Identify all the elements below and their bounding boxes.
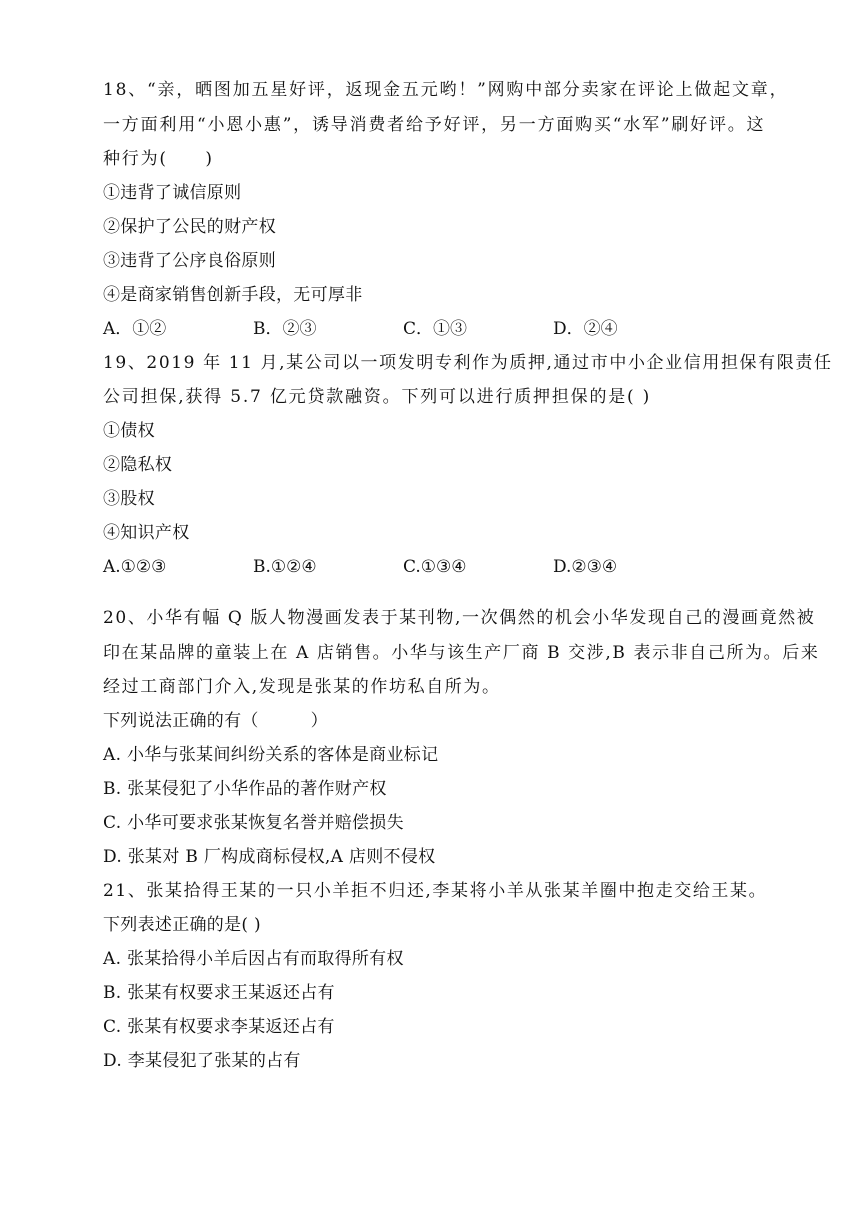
q19-item-4: ④知识产权 (103, 523, 190, 543)
q18-choice-a: A．①② (103, 319, 167, 339)
q20-stem-line-2: 印在某品牌的童装上在 A 店销售。小华与该生产厂商 B 交涉,B 表示非自己所为。后来 (103, 643, 820, 663)
q20-option-c: C. 小华可要求张某恢复名誉并赔偿损失 (103, 813, 404, 833)
q18-item-3: ③违背了公序良俗原则 (103, 251, 276, 271)
q18-choice-d: D．②④ (553, 319, 618, 339)
q19-item-3: ③股权 (103, 489, 155, 509)
q20-option-a: A. 小华与张某间纠纷关系的客体是商业标记 (103, 745, 439, 765)
q19-choice-c: C.①③④ (403, 557, 467, 577)
q19-choices (103, 556, 763, 578)
q19-stem-line-2: 公司担保,获得 5.7 亿元贷款融资。下列可以进行质押担保的是( ) (103, 387, 652, 407)
q21-option-d: D. 李某侵犯了张某的占有 (103, 1051, 301, 1071)
q20-stem-line-1: 20、小华有幅 Q 版人物漫画发表于某刊物,一次偶然的机会小华发现自己的漫画竟然被 (103, 608, 816, 628)
q19-choice-a: A.①②③ (103, 557, 167, 577)
q19-choice-b: B.①②④ (253, 557, 317, 577)
q18-item-1: ①违背了诚信原则 (103, 183, 242, 203)
q20-option-d: D. 张某对 B 厂构成商标侵权,A 店则不侵权 (103, 847, 436, 867)
q21-option-a: A. 张某拾得小羊后因占有而取得所有权 (103, 949, 404, 969)
q21-option-b: B. 张某有权要求王某返还占有 (103, 983, 335, 1003)
q19-item-2: ②隐私权 (103, 455, 173, 475)
q21-stem-line-2: 下列表述正确的是( ) (103, 915, 261, 935)
q20-stem-line-3: 经过工商部门介入,发现是张某的作坊私自所为。 (103, 677, 501, 697)
q19-item-1: ①债权 (103, 421, 155, 441)
q18-choice-c: C．①③ (403, 319, 468, 339)
q20-stem-line-4: 下列说法正确的有（ ） (103, 711, 328, 731)
q19-choice-d: D.②③④ (553, 557, 618, 577)
q21-option-c: C. 张某有权要求李某返还占有 (103, 1017, 335, 1037)
q18-stem-line-3: 种行为( ) (103, 149, 214, 169)
q19-stem-line-1: 19、2019 年 11 月,某公司以一项发明专利作为质押,通过市中小企业信用担保有限责任 (103, 353, 833, 373)
q18-item-4: ④是商家销售创新手段，无可厚非 (103, 285, 363, 305)
q18-choices (103, 318, 763, 340)
q18-item-2: ②保护了公民的财产权 (103, 217, 276, 237)
q21-stem-line-1: 21、张某拾得王某的一只小羊拒不归还,李某将小羊从张某羊圈中抱走交给王某。 (103, 881, 768, 901)
q20-option-b: B. 张某侵犯了小华作品的著作财产权 (103, 779, 387, 799)
q18-choice-b: B．②③ (253, 319, 317, 339)
q18-stem-line-1: 18、“亲，晒图加五星好评，返现金五元哟！”网购中部分卖家在评论上做起文章， (103, 80, 789, 100)
q18-stem-line-2: 一方面利用“小恩小惠”，诱导消费者给予好评，另一方面购买“水军”刷好评。这 (103, 115, 766, 135)
